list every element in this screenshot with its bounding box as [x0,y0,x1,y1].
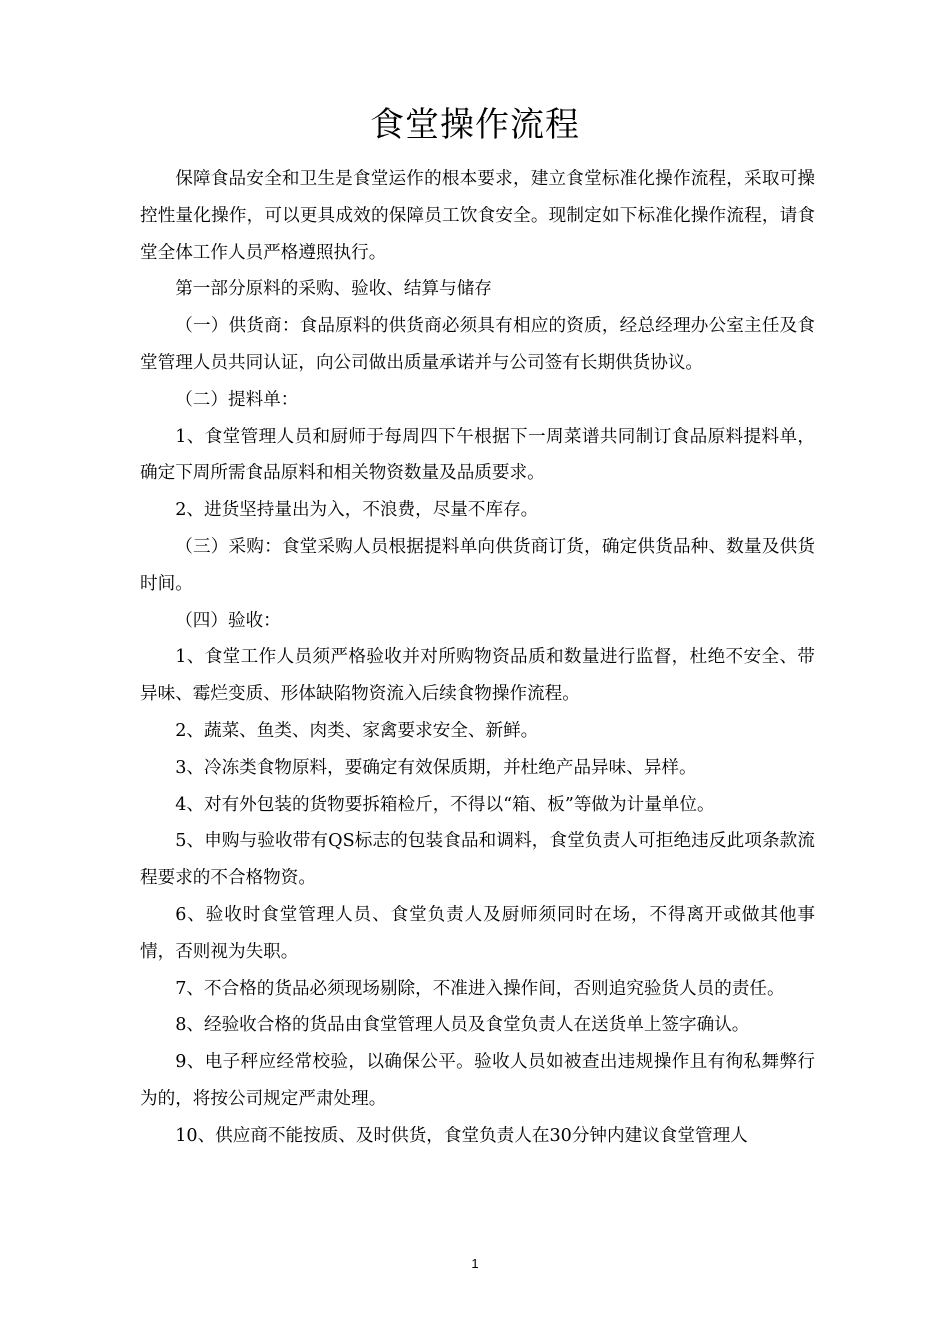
document-title: 食堂操作流程 [370,105,580,145]
paragraph-inspection-10: 10、供应商不能按质、及时供货，食堂负责人在30分钟内建议食堂管理人 [175,1125,748,1146]
paragraph-inspection-9: 9、电子秤应经常校验，以确保公平。验收人员如被查出违规操作且有徇私舞弊行为的，将按公司规定严肃处理。 [140,1052,815,1109]
paragraph-purchasing: （三）采购：食堂采购人员根据提料单向供货商订货，确定供货品种、数量及供货时间。 [140,536,815,594]
paragraph-supplier: （一）供货商：食品原料的供货商必须具有相应的资质，经总经理办公室主任及食堂管理人员共同认证，向公司做出质量承诺并与公司签有长期供货协议。 [140,316,815,373]
subheading-inspection: （四）验收： [175,610,281,631]
paragraph-inspection-5: 5、申购与验收带有QS标志的包装食品和调料，食堂负责人可拒绝违反此项条款流程要求的不合格物资。 [140,831,815,889]
document-body [140,161,815,1155]
subheading-requisition: （二）提料单： [175,389,299,410]
paragraph-requisition-1: 1、食堂管理人员和厨师于每周四下午根据下一周菜谱共同制订食品原料提料单，确定下周所需食品原料和相关物资数量及品质要求。 [140,426,815,484]
paragraph-intro: 保障食品安全和卫生是食堂运作的根本要求，建立食堂标准化操作流程，采取可操控性量化操作，可以更具成效的保障员工饮食安全。现制定如下标准化操作流程，请食堂全体工作人员严格遵照执行。 [140,169,815,263]
paragraph-requisition-2: 2、进货坚持量出为入，不浪费，尽量不库存。 [175,500,539,521]
page-number: 1 [471,1256,479,1271]
section-heading-part-one: 第一部分原料的采购、验收、结算与储存 [175,279,492,300]
paragraph-inspection-8: 8、经验收合格的货品由食堂管理人员及食堂负责人在送货单上签字确认。 [175,1015,750,1036]
paragraph-inspection-3: 3、冷冻类食物原料，要确定有效保质期，并杜绝产品异味、异样。 [175,757,697,778]
paragraph-inspection-4: 4、对有外包装的货物要拆箱检斤，不得以“箱、板”等做为计量单位。 [175,794,715,815]
paragraph-inspection-2: 2、蔬菜、鱼类、肉类、家禽要求安全、新鲜。 [175,720,539,741]
paragraph-inspection-7: 7、不合格的货品必须现场剔除，不准进入操作间，否则追究验货人员的责任。 [175,978,785,999]
paragraph-inspection-1: 1、食堂工作人员须严格验收并对所购物资品质和数量进行监督，杜绝不安全、带异味、霉烂变质、形体缺陷物资流入后续食物操作流程。 [140,647,815,705]
paragraph-inspection-6: 6、验收时食堂管理人员、食堂负责人及厨师须同时在场，不得离开或做其他事情，否则视为失职。 [140,904,815,962]
